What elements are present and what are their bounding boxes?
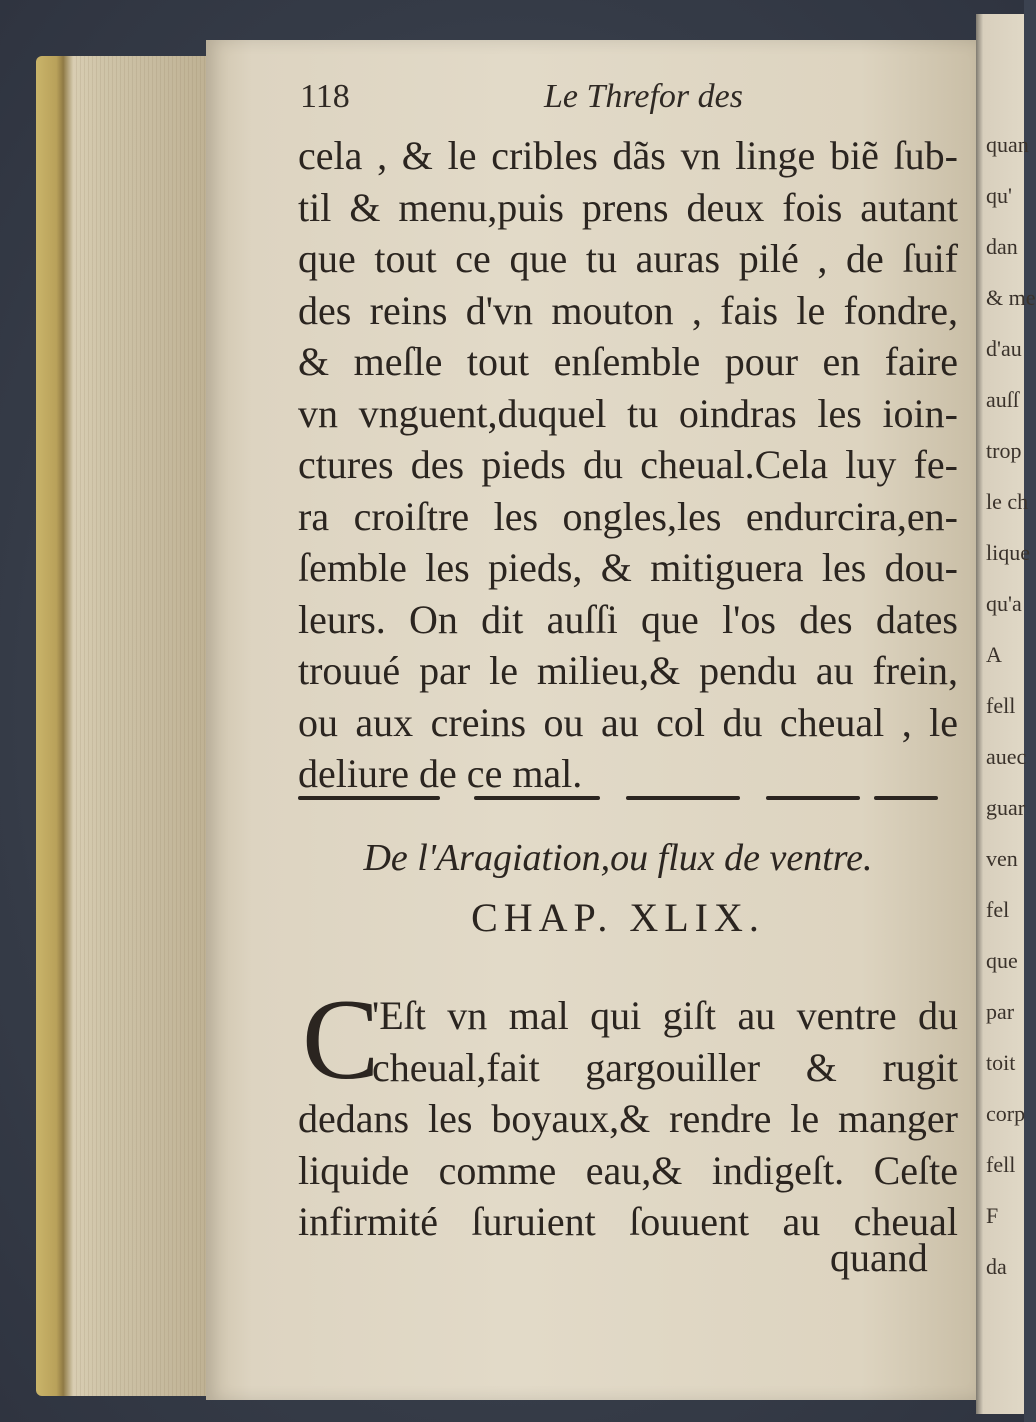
ornamental-rule — [298, 788, 938, 808]
catchword: quand — [830, 1235, 928, 1280]
facing-page-text: & me — [986, 285, 1036, 310]
facing-page-text: guar — [986, 795, 1026, 820]
text-line: vn vnguent,duquel tu oindras les ioin- — [298, 390, 958, 436]
text-line: des reins d'vn mouton , fais le fondre, — [298, 287, 958, 333]
running-title: Le Threfor des — [544, 78, 743, 115]
text-line: ſemble les pieds, & mitiguera les dou- — [298, 545, 958, 590]
facing-page-text: d'au — [986, 336, 1022, 361]
facing-page-text: qu' — [986, 183, 1012, 208]
text-line: 'Eſt vn mal qui giſt au ventre du — [372, 993, 958, 1038]
facing-page-text: auec — [986, 744, 1027, 769]
text-line: que tout ce que tu auras pilé , de ſuif — [298, 236, 958, 281]
book-page-edges — [36, 56, 206, 1396]
facing-page-text: fell — [986, 693, 1016, 718]
facing-page-text: da — [986, 1254, 1007, 1279]
facing-page-text: dan — [986, 234, 1018, 259]
text-line: dedans les boyaux,& rendre le manger — [298, 1096, 958, 1141]
page-header — [300, 78, 960, 126]
text-line: til & menu,puis prens deux fois autant — [298, 184, 958, 230]
facing-page-text: fel — [986, 897, 1010, 922]
body-text-section2 — [298, 1093, 958, 1248]
facing-page-text: que — [986, 948, 1018, 973]
chapter-number: CHAP. XLIX. — [471, 895, 765, 940]
drop-cap: C — [302, 976, 380, 1104]
facing-page-text: le ch — [986, 489, 1029, 514]
body-text-section2-indented — [372, 990, 958, 1093]
facing-page-text: qu'a — [986, 591, 1022, 616]
facing-page-text: auſſ — [986, 387, 1019, 412]
body-text-section1 — [298, 130, 958, 800]
text-line: ra croiſtre les ongles,les endurcira,en- — [298, 493, 958, 539]
chapter-title: De l'Aragiation,ou flux de ventre. — [363, 837, 873, 879]
text-line: cela , & le cribles dãs vn linge biẽ ſub- — [298, 133, 958, 178]
text-line: leurs. On dit auſſi que l'os des dates — [298, 596, 958, 642]
facing-page-text: fell — [986, 1152, 1016, 1177]
text-line: trouué par le milieu,& pendu au frein, — [298, 648, 958, 693]
text-line: liquide comme eau,& indigeſt. Ceſte — [298, 1147, 958, 1193]
facing-page-text: par — [986, 999, 1015, 1024]
facing-page-text: quan — [986, 132, 1029, 157]
text-line: ou aux creins ou au col du cheual , le — [298, 699, 958, 745]
facing-page-text: toit — [986, 1050, 1016, 1075]
text-line: infirmité ſuruient ſouuent au cheual — [298, 1199, 958, 1244]
facing-page-text: A — [986, 642, 1002, 667]
text-line: & meſle tout enſemble pour en faire — [298, 339, 958, 384]
facing-page-text: F — [986, 1203, 999, 1228]
facing-page-text: ven — [986, 846, 1018, 871]
page-number: 118 — [300, 78, 350, 115]
facing-page-text: trop — [986, 438, 1022, 463]
facing-page-text: lique — [986, 540, 1030, 565]
text-line: deliure de ce mal. — [298, 751, 583, 796]
facing-page-text: corp — [986, 1101, 1026, 1126]
facing-page-fragment — [976, 14, 1036, 1414]
text-line: cheual,fait gargouiller & rugit — [372, 1044, 958, 1090]
text-line: ctures des pieds du cheual.Cela luy fe- — [298, 442, 958, 487]
